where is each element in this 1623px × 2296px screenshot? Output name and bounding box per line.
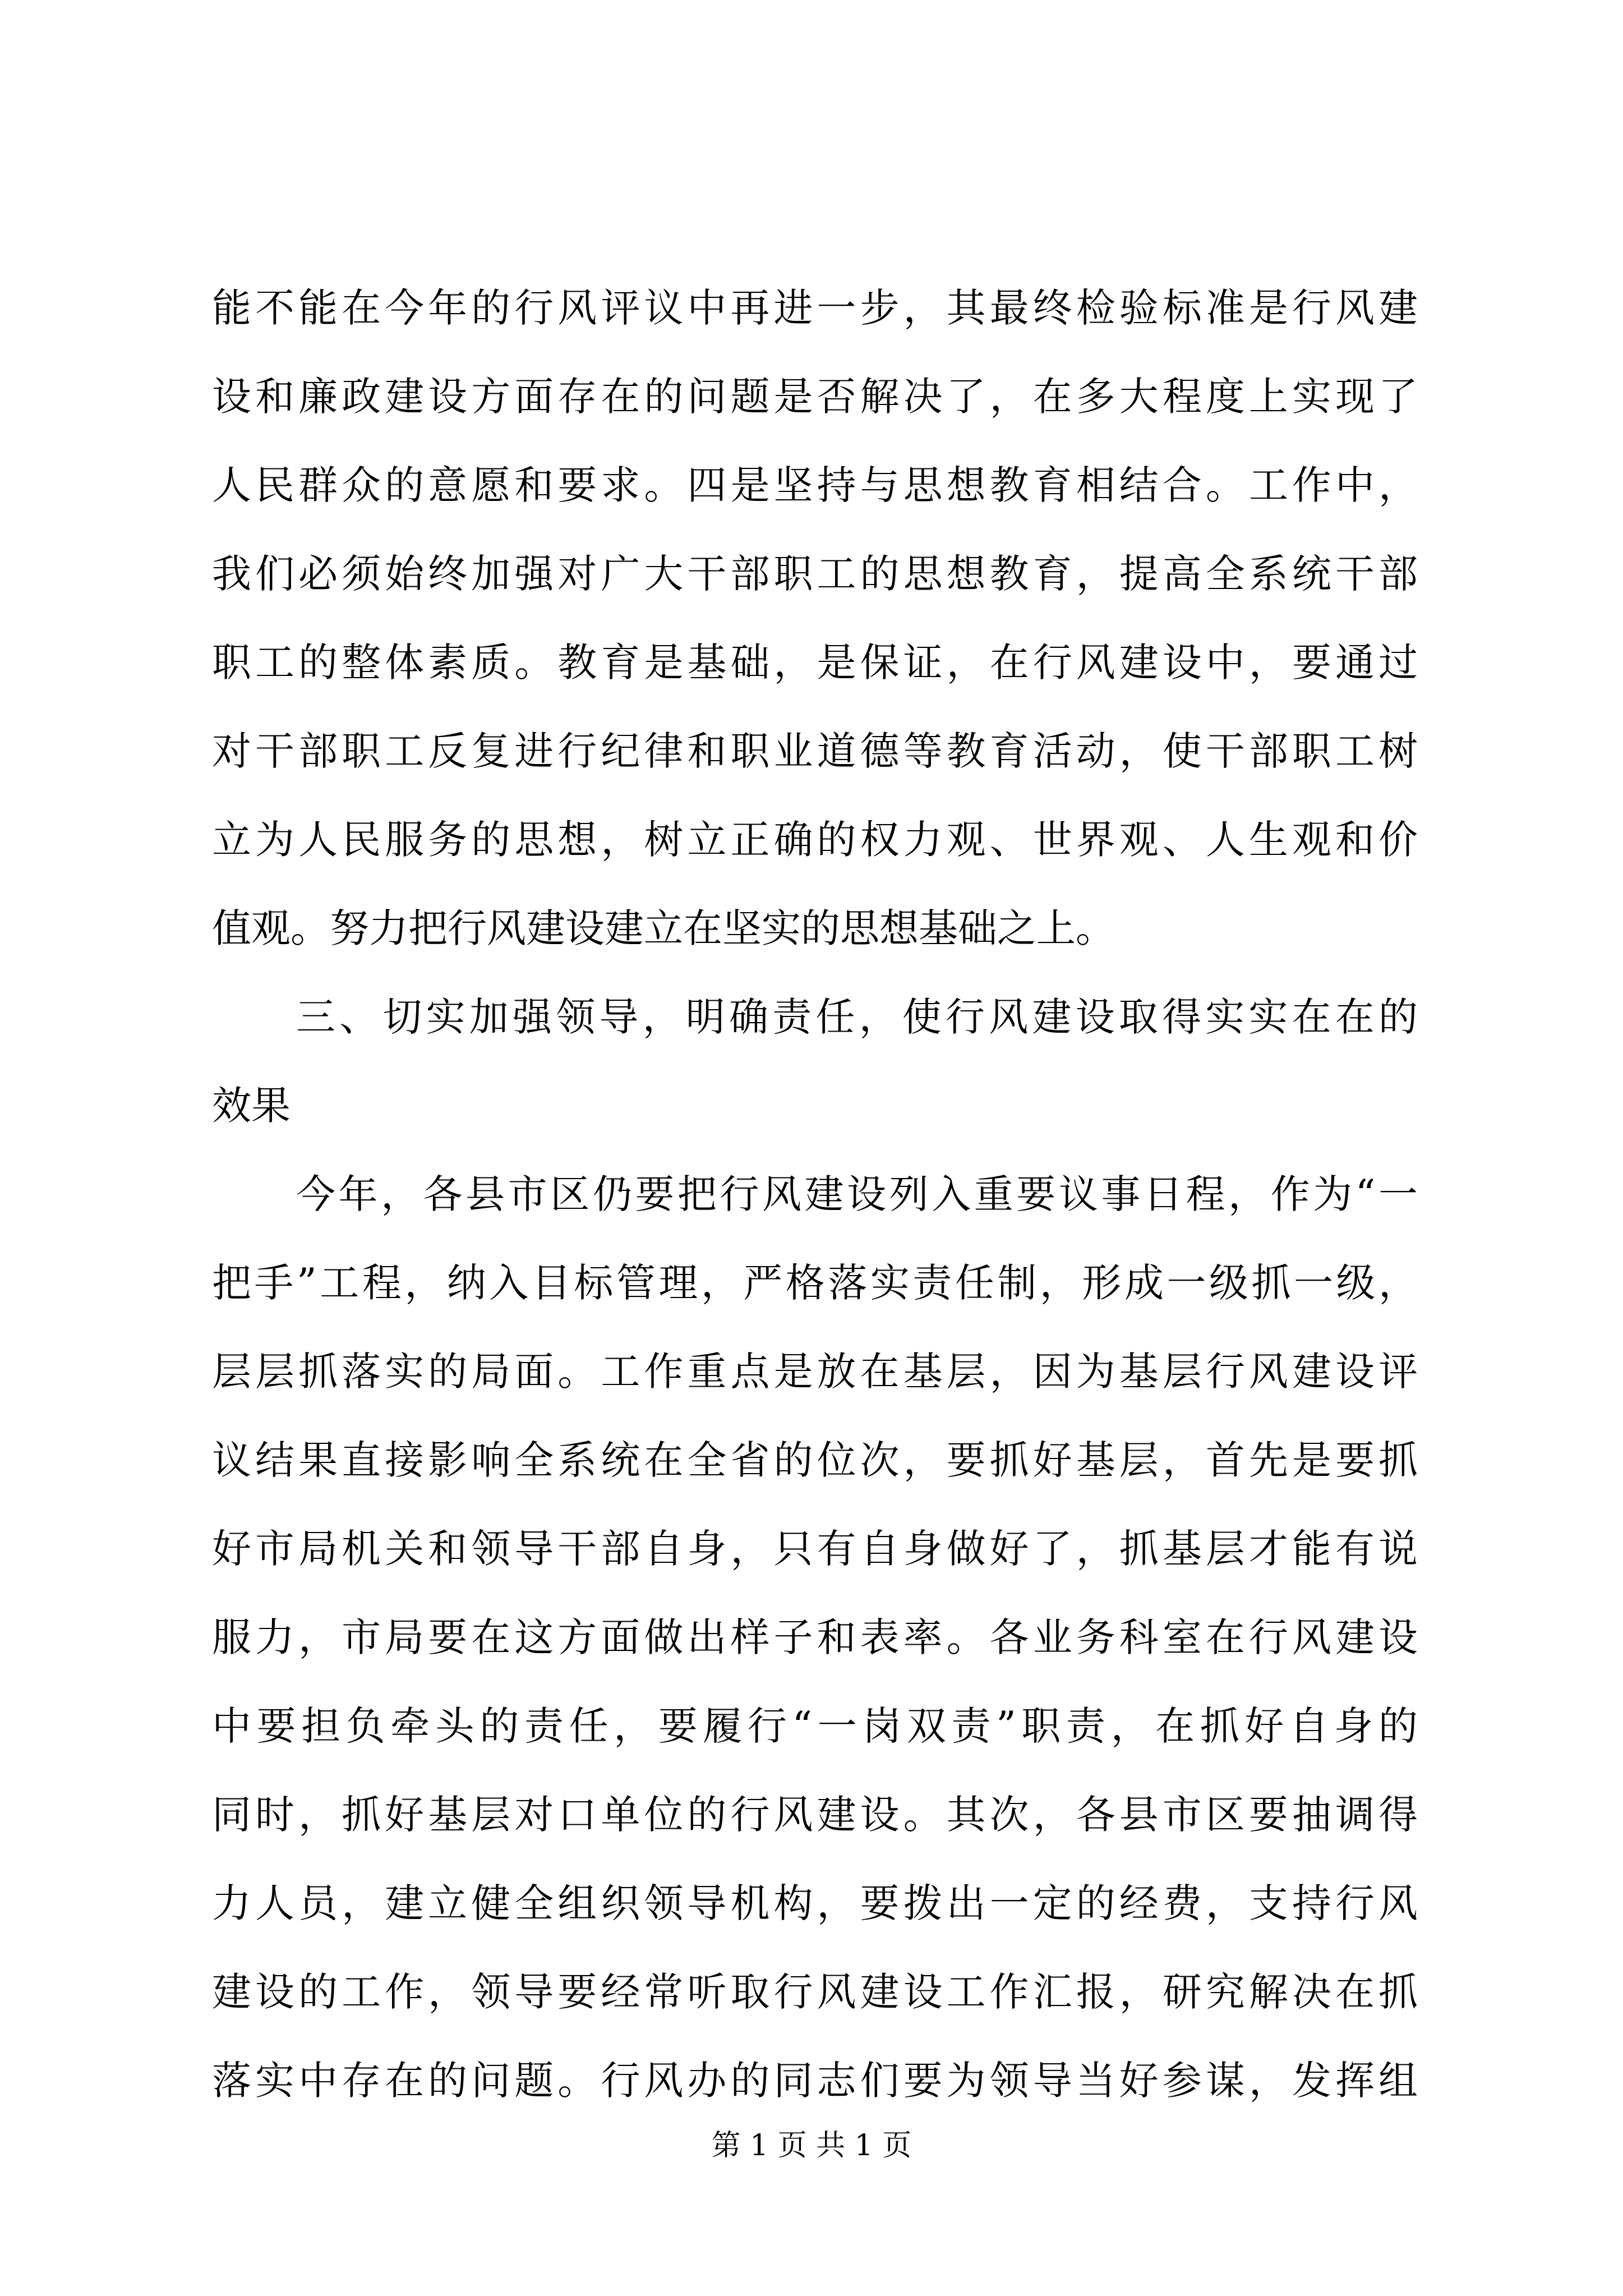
body-line: 同时，抓好基层对口单位的行风建设。其次，各县市区要抽调得	[212, 1792, 1418, 1838]
document-body	[212, 264, 1418, 2125]
body-line: 人民群众的意愿和要求。四是坚持与思想教育相结合。工作中，	[212, 462, 1418, 508]
body-line: 落实中存在的问题。行风办的同志们要为领导当好参谋，发挥组	[212, 2058, 1418, 2104]
body-line: 议结果直接影响全系统在全省的位次，要抓好基层，首先是要抓	[212, 1437, 1418, 1483]
body-line: 今年，各县市区仍要把行风建设列入重要议事日程，作为“一	[296, 1171, 1418, 1217]
body-line: 把手”工程，纳入目标管理，严格落实责任制，形成一级抓一级，	[212, 1260, 1418, 1306]
body-line: 立为人民服务的思想，树立正确的权力观、世界观、人生观和价	[212, 817, 1418, 863]
body-line: 值观。努力把行风建设建立在坚实的思想基础之上。	[212, 905, 1115, 951]
section-heading-line: 效果	[212, 1083, 291, 1129]
body-line: 服力，市局要在这方面做出样子和表率。各业务科室在行风建设	[212, 1614, 1418, 1660]
body-line: 建设的工作，领导要经常听取行风建设工作汇报，研究解决在抓	[212, 1969, 1418, 2015]
body-line: 力人员，建立健全组织领导机构，要拨出一定的经费，支持行风	[212, 1880, 1418, 1926]
body-line: 设和廉政建设方面存在的问题是否解决了，在多大程度上实现了	[212, 374, 1418, 420]
body-line: 中要担负牵头的责任，要履行“一岗双责”职责，在抓好自身的	[212, 1703, 1418, 1749]
body-line: 层层抓落实的局面。工作重点是放在基层，因为基层行风建设评	[212, 1349, 1418, 1395]
section-heading-line: 三、切实加强领导，明确责任，使行风建设取得实实在在的	[296, 994, 1418, 1040]
body-line: 我们必须始终加强对广大干部职工的思想教育，提高全系统干部	[212, 551, 1418, 597]
body-line: 好市局机关和领导干部自身，只有自身做好了，抓基层才能有说	[212, 1526, 1418, 1572]
page-number-footer: 第 1 页 共 1 页	[711, 2129, 912, 2162]
body-line: 职工的整体素质。教育是基础，是保证，在行风建设中，要通过	[212, 639, 1418, 685]
body-line: 对干部职工反复进行纪律和职业道德等教育活动，使干部职工树	[212, 728, 1418, 774]
body-line: 能不能在今年的行风评议中再进一步，其最终检验标准是行风建	[212, 285, 1418, 331]
